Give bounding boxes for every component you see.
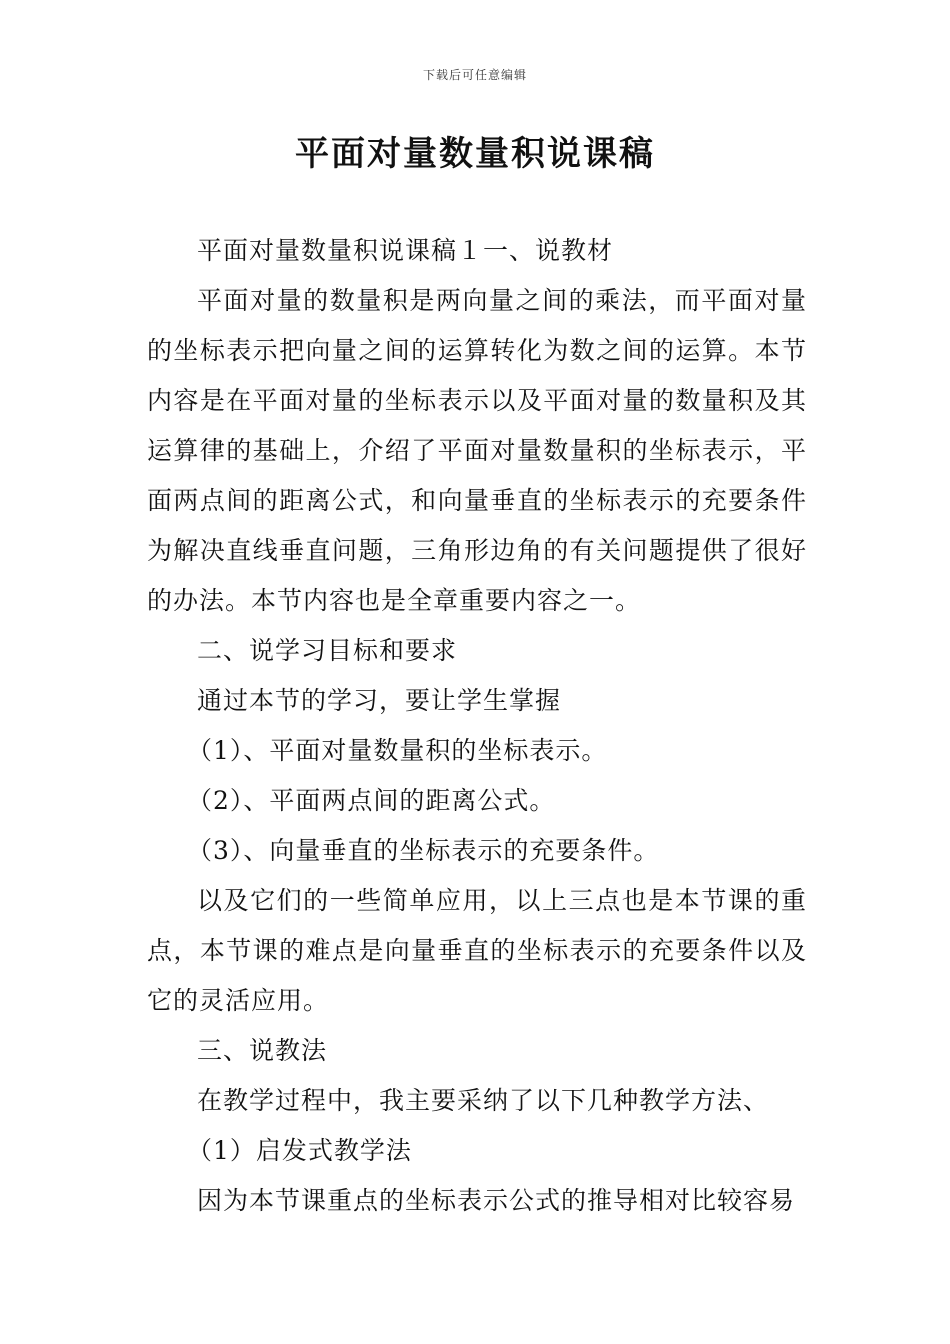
paragraph-learning-goal: 通过本节的学习，要让学生掌握 <box>197 686 562 715</box>
paragraph-section-1-heading: 平面对量数量积说课稿１一、说教材 <box>197 236 614 265</box>
paragraph-method-explanation: 因为本节课重点的坐标表示公式的推导相对比较容易 <box>197 1186 796 1215</box>
list-item-goal-3: （3）、向量垂直的坐标表示的充要条件。 <box>187 836 660 865</box>
paragraph-textbook-intro: 平面对量的数量积是两向量之间的乘法，而平面对量的坐标表示把向量之间的运算转化为数之间的运算。本节内容是在平面对量的坐标表示以及平面对量的数量积及其运算律的基础上，介绍了平面对量数量积的坐标表示，平面两点间的距离公式，和向量垂直的坐标表示的充要条件为解决直线垂直问题，三角形边角的有关问题提供了很好的办法。本节内容也是全章重要内容之一。 <box>147 286 807 615</box>
document-title: 平面对量数量积说课稿 <box>295 134 655 174</box>
paragraph-section-2-heading: 二、说学习目标和要求 <box>197 636 458 665</box>
list-item-goal-1: （1）、平面对量数量积的坐标表示。 <box>187 736 608 765</box>
list-item-method-1: （1）启发式教学法 <box>187 1136 412 1165</box>
document-body <box>147 226 807 1226</box>
list-item-goal-2: （2）、平面两点间的距离公式。 <box>187 786 556 815</box>
paragraph-section-3-heading: 三、说教法 <box>197 1036 328 1065</box>
paragraph-key-points: 以及它们的一些简单应用，以上三点也是本节课的重点，本节课的难点是向量垂直的坐标表示的充要条件以及它的灵活应用。 <box>147 886 807 1015</box>
header-note: 下载后可任意编辑 <box>422 68 527 82</box>
paragraph-teaching-methods: 在教学过程中，我主要采纳了以下几种教学方法、 <box>197 1086 770 1115</box>
